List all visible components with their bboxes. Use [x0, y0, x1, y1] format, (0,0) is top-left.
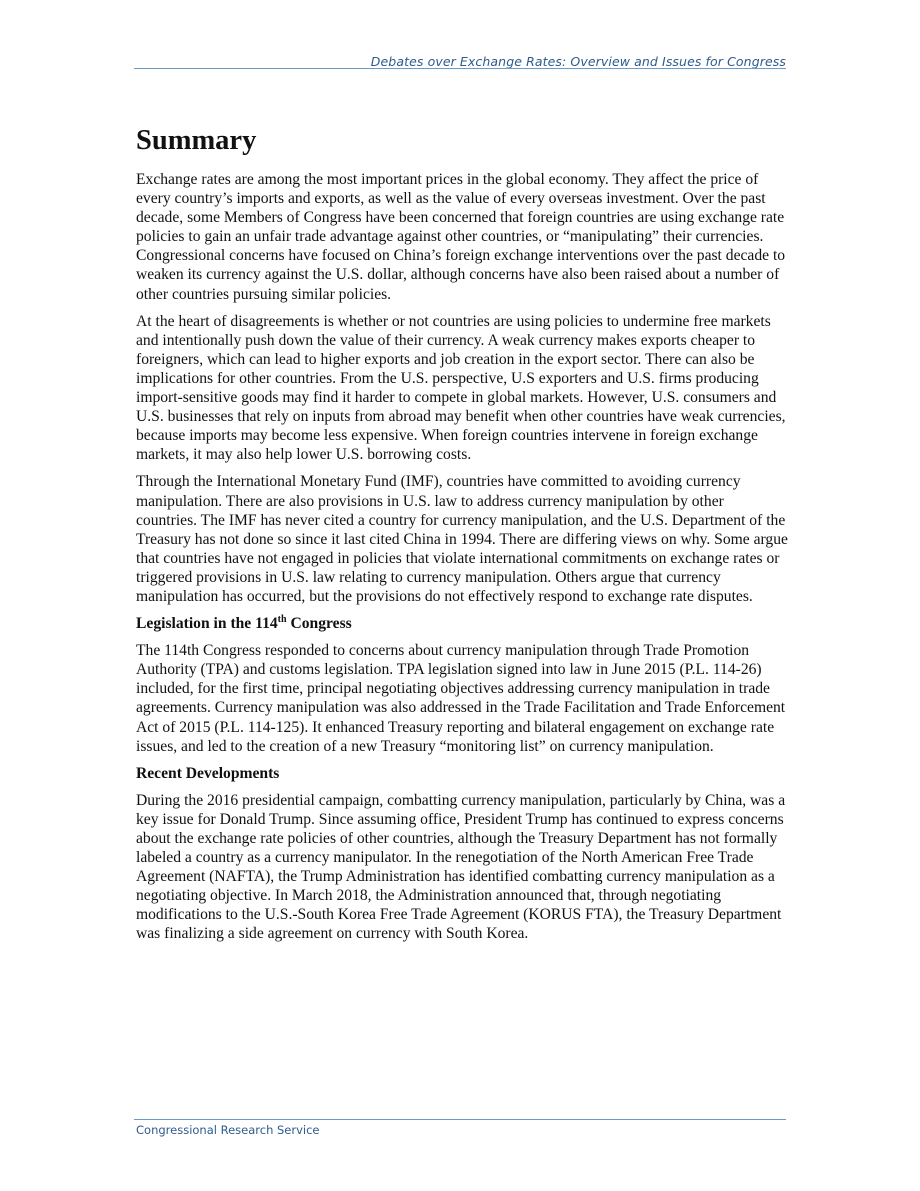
legislation-heading-superscript: th	[277, 613, 287, 625]
recent-developments-heading: Recent Developments	[136, 764, 280, 782]
legislation-heading-suffix: Congress	[286, 615, 352, 633]
summary-section	[136, 124, 788, 952]
page-title: Summary	[136, 125, 257, 156]
footer-rule	[134, 1119, 786, 1120]
header-rule	[134, 68, 786, 69]
legislation-paragraph: The 114th Congress responded to concerns about currency manipulation through Trade Promotion Authority (TPA) and customs legislation. TPA legislation signed into law in June 2015 (P.L. 114-26) included, for the first time, principal negotiating objectives addressing currency manipulation in trade agreements. Currency manipulation was also addressed in the Trade Facilitation and Trade Enforcement Act of 2015 (P.L. 114-125). It enhanced Treasury reporting and bilateral engagement on exchange rate issues, and led to the creation of a new Treasury “monitoring list” on currency manipulation.	[136, 642, 786, 755]
summary-paragraph-2: At the heart of disagreements is whether or not countries are using policies to undermine free markets and intentionally push down the value of their currency. A weak currency makes exports cheaper to foreigners, which can lead to higher exports and job creation in the export sector. There can also be implications for other countries. From the U.S. perspective, U.S exporters and U.S. firms producing import-sensitive goods may find it harder to compete in global markets. However, U.S. consumers and U.S. businesses that rely on inputs from abroad may benefit when other countries have weak currencies, because imports may become less expensive. When foreign countries intervene in foreign exchange markets, it may also help lower U.S. borrowing costs.	[136, 312, 786, 464]
legislation-heading-prefix: Legislation in the 114	[136, 615, 278, 633]
summary-paragraph-3: Through the International Monetary Fund (IMF), countries have committed to avoiding currency manipulation. There are also provisions in U.S. law to address currency manipulation by other countries. The IMF has never cited a country for currency manipulation, and the U.S. Department of the Treasury has not done so since it last cited China in 1994. There are differing views on why. Some argue that countries have not engaged in policies that violate international commitments on exchange rates or triggered provisions in U.S. law relating to currency manipulation. Others argue that currency manipulation has occurred, but the provisions do not effectively respond to exchange rate disputes.	[136, 473, 788, 605]
running-header: Debates over Exchange Rates: Overview and Issues for Congress	[370, 54, 786, 69]
summary-paragraph-1: Exchange rates are among the most important prices in the global economy. They affect the price of every country’s imports and exports, as well as the value of every overseas investment. Over the past decade, some Members of Congress have been concerned that foreign countries are using exchange rate policies to gain an unfair trade advantage against other countries, or “manipulating” their currencies. Congressional concerns have focused on China’s foreign exchange interventions over the past decade to weaken its currency against the U.S. dollar, although concerns have also been raised about a number of other countries pursuing similar policies.	[136, 171, 786, 303]
legislation-heading	[136, 614, 788, 633]
running-footer: Congressional Research Service	[136, 1123, 320, 1137]
recent-developments-paragraph: During the 2016 presidential campaign, combatting currency manipulation, particularly by China, was a key issue for Donald Trump. Since assuming office, President Trump has continued to express concerns about the exchange rate policies of other countries, although the Treasury Department has not formally labeled a country as a currency manipulator. In the renegotiation of the North American Free Trade Agreement (NAFTA), the Trump Administration has identified combatting currency manipulation as a negotiating objective. In March 2018, the Administration announced that, through negotiating modifications to the U.S.-South Korea Free Trade Agreement (KORUS FTA), the Treasury Department was finalizing a side agreement on currency with South Korea.	[136, 791, 786, 943]
